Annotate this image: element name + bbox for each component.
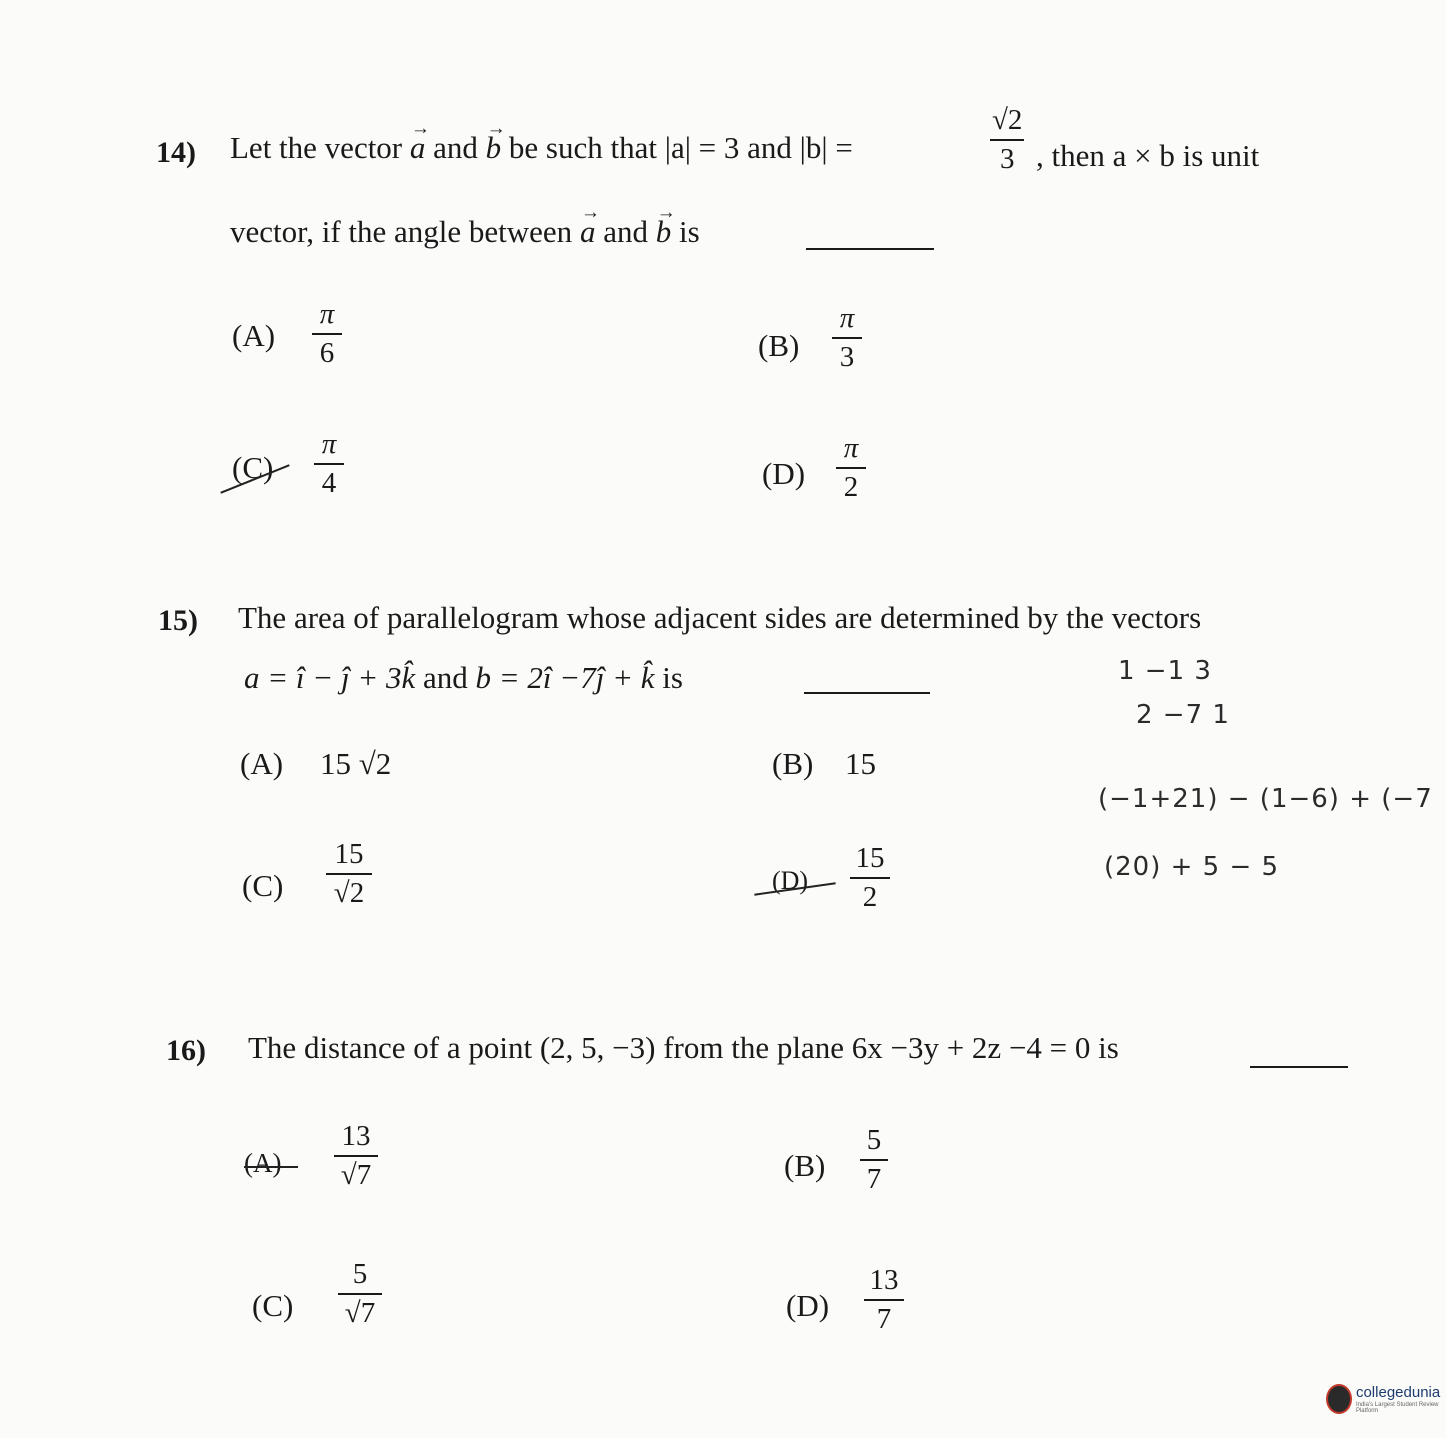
option-c-label: (C) bbox=[242, 868, 284, 903]
vector-b: → b bbox=[486, 130, 502, 166]
question-16-text: The distance of a point (2, 5, −3) from the plane 6x −3y + 2z −4 = 0 is bbox=[248, 1030, 1119, 1065]
question-number: 16) bbox=[166, 1034, 206, 1067]
logo-tagline: India's Largest Student Review Platform bbox=[1355, 1401, 1439, 1414]
option-a-label: (A) bbox=[244, 1148, 282, 1178]
option-a-label: (A) bbox=[240, 746, 284, 781]
option-b-value: 15 bbox=[845, 746, 876, 781]
question-14-line-1: Let the vector → a and → b be such that |a| = 3 and |b| = bbox=[230, 130, 853, 166]
question-number: 15) bbox=[158, 604, 198, 637]
magnitude-b-fraction: √2 3 bbox=[992, 104, 1023, 175]
vector-b-equation: b = 2î −7ĵ + k̂ bbox=[475, 660, 655, 695]
option-b-label: (B) bbox=[772, 746, 814, 781]
option-d-value: π 2 bbox=[836, 434, 866, 502]
option-c-label: (C) bbox=[252, 1288, 294, 1323]
option-b-label: (B) bbox=[784, 1148, 826, 1183]
option-d-label: (D) bbox=[762, 456, 806, 491]
handwritten-strike bbox=[244, 1166, 298, 1168]
option-a-value: 15 √2 bbox=[320, 746, 392, 781]
vector-a-equation: a = î − ĵ + 3k̂ bbox=[244, 660, 416, 695]
answer-blank bbox=[806, 248, 934, 250]
collegedunia-logo bbox=[1326, 1384, 1446, 1414]
handwriting-row-2: 2 −7 1 bbox=[1136, 700, 1230, 730]
cross-product: a × b bbox=[1112, 138, 1175, 173]
logo-name: collegedunia bbox=[1355, 1383, 1441, 1401]
question-number: 14) bbox=[156, 136, 196, 169]
vector-a: → a bbox=[410, 130, 426, 166]
option-c-value: 5 √7 bbox=[338, 1260, 382, 1328]
option-d-value: 15 2 bbox=[850, 844, 890, 912]
option-c-value: π 4 bbox=[314, 430, 344, 498]
option-c-value: 15 √2 bbox=[326, 840, 372, 908]
option-d-label: (D) bbox=[786, 1288, 830, 1323]
handwriting-row-1: 1 −1 3 bbox=[1118, 656, 1212, 686]
option-b-value: π 3 bbox=[832, 304, 862, 372]
magnitude-a: |a| = 3 bbox=[664, 130, 740, 165]
option-a-value: π 6 bbox=[312, 300, 342, 368]
question-14-line-2: vector, if the angle between → a and → b is bbox=[230, 214, 700, 250]
question-15-line-1: The area of parallelogram whose adjacent sides are determined by the vectors bbox=[238, 600, 1202, 635]
option-b-value: 5 7 bbox=[860, 1126, 888, 1194]
mascot-icon bbox=[1326, 1384, 1352, 1414]
option-b-label: (B) bbox=[758, 328, 800, 363]
question-14-line-1-end: , then a × b is unit bbox=[1036, 138, 1260, 173]
option-d-label: (D) bbox=[772, 866, 809, 895]
answer-blank bbox=[804, 692, 930, 694]
option-a-label: (A) bbox=[232, 318, 276, 353]
question-15-line-2: a = î − ĵ + 3k̂ and b = 2î −7ĵ + k̂ is bbox=[244, 660, 683, 695]
handwriting-row-4: (20) + 5 − 5 bbox=[1104, 852, 1280, 882]
answer-blank bbox=[1250, 1066, 1348, 1068]
magnitude-b: |b| = bbox=[799, 130, 853, 165]
handwriting-row-3: (−1+21) − (1−6) + (−7 bbox=[1098, 784, 1433, 814]
option-d-value: 13 7 bbox=[864, 1266, 904, 1334]
option-a-value: 13 √7 bbox=[334, 1122, 378, 1190]
option-c-label: (C) bbox=[232, 450, 274, 485]
